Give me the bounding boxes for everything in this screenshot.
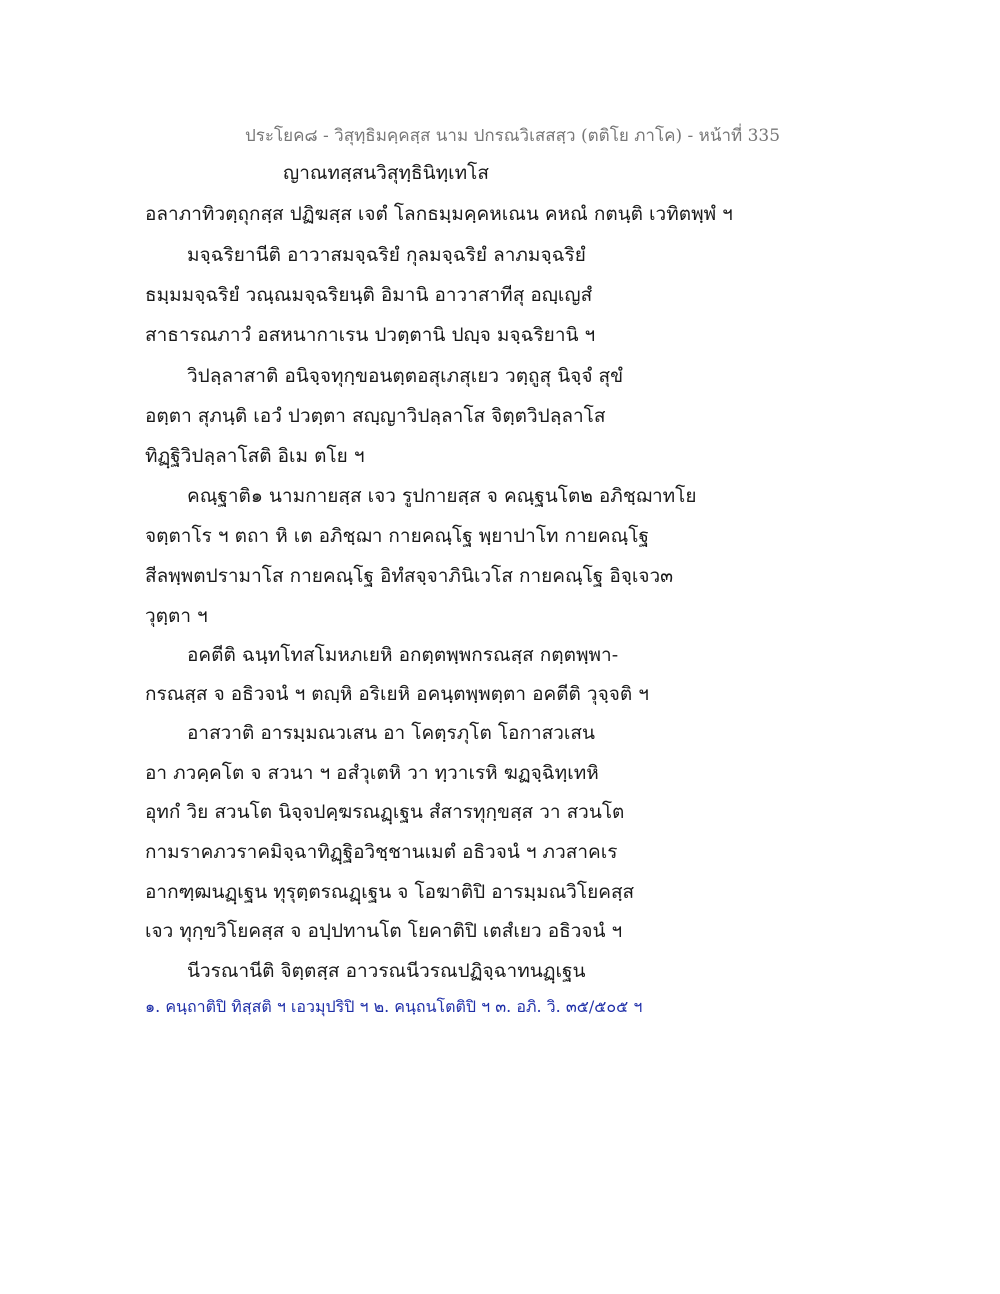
- text-line: วุตฺตา ฯ: [145, 605, 208, 627]
- text-line: วิปลฺลาสาติ อนิจฺจทุกฺขอนตฺตอสุเภสุเยว วตฺถูสุ นิจฺจํ สุขํ: [187, 365, 624, 387]
- text-line: กามราคภวราคมิจฺฉาทิฏฺฐิอวิชฺชานเมตํ อธิวจนํ ฯ ภวสาคเร: [145, 841, 618, 863]
- text-line: อาสวาติ อารมฺมณวเสน อา โคตฺรภุโต โอกาสวเสน: [187, 722, 595, 744]
- text-line: สาธารณภาวํ อสหนากาเรน ปวตฺตานิ ปญฺจ มจฺฉริยานิ ฯ: [145, 324, 596, 346]
- text-line: มจฺฉริยานีติ อาวาสมจฺฉริยํ กุลมจฺฉริยํ ลาภมจฺฉริยํ: [187, 244, 586, 266]
- footnote: ๑. คนฺถาติปิ ทิสฺสติ ฯ เอวมุปริปิ ฯ ๒. คนฺถนโตติปิ ฯ ๓. อภิ. วิ. ๓๕/๕๐๕ ฯ: [145, 997, 643, 1016]
- text-line: อา ภวคฺคโต จ สวนา ฯ อสํวุเตหิ วา ทฺวาเรหิ ฆฏจฺฉิทฺเทหิ: [145, 762, 599, 784]
- section-title: ญาณทสฺสนวิสุทฺธินิทฺเทโส: [283, 162, 489, 184]
- text-line: เจว ทุกฺขวิโยคสฺส จ อปฺปทานโต โยคาติปิ เตสํเยว อธิวจนํ ฯ: [145, 920, 623, 942]
- text-line: อคตีติ ฉนฺทโทสโมหภเยหิ อกตฺตพฺพกรณสฺส กตฺตพฺพา-: [187, 644, 619, 666]
- text-line: อลาภาทิวตฺถุกสฺส ปฏิฆสฺส เจตํ โลกธมฺมคฺคหเณน คหณํ กตนฺติ เวทิตพฺพํ ฯ: [145, 203, 733, 225]
- text-line: จตฺตาโร ฯ ตถา หิ เต อภิชฺฌา กายคณฺโฐ พฺยาปาโท กายคณฺโฐ: [145, 525, 649, 547]
- text-line: กรณสฺส จ อธิวจนํ ฯ ตญฺหิ อริเยหิ อคนฺตพฺพตฺตา อคตีติ วุจฺจติ ฯ: [145, 683, 649, 705]
- text-line: ทิฏฺฐิวิปลฺลาโสติ อิเม ตโย ฯ: [145, 445, 365, 467]
- text-line: ธมฺมมจฺฉริยํ วณฺณมจฺฉริยนฺติ อิมานิ อาวาสาทีสุ อญฺเญสํ: [145, 284, 593, 306]
- text-line: นีวรณานีติ จิตฺตสฺส อาวรณนีวรณปฏิจฺฉาทนฏฺเฐน: [187, 960, 586, 982]
- text-line: อากฑฺฒนฏฺเฐน ทุรุตฺตรณฏฺเฐน จ โอฆาติปิ อารมฺมณวิโยคสฺส: [145, 881, 635, 903]
- text-line: คณฺฐาติ๑ นามกายสฺส เจว รูปกายสฺส จ คณฺฐนโต๒ อภิชฺฌาทโย: [187, 485, 697, 507]
- text-line: สีลพฺพตปรามาโส กายคณฺโฐ อิทํสจฺจาภินิเวโส กายคณฺโฐ อิจฺเจว๓: [145, 565, 674, 587]
- page-header: ประโยค๘ - วิสุทฺธิมคฺคสฺส นาม ปกรณวิเสสสฺว (ตติโย ภาโค) - หน้าที่ 335: [245, 126, 781, 146]
- text-line: อตฺตา สุภนฺติ เอวํ ปวตฺตา สญฺญาวิปลฺลาโส จิตฺตวิปลฺลาโส: [145, 405, 606, 427]
- text-line: อุทกํ วิย สวนโต นิจฺจปคฺฆรณฏฺเฐน สํสารทุกฺขสฺส วา สวนโต: [145, 801, 625, 823]
